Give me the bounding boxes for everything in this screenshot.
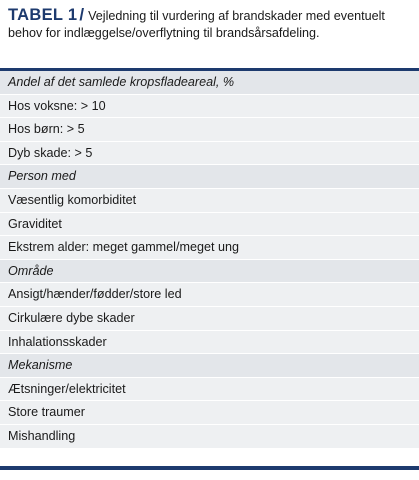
table-row: Mishandling	[0, 425, 419, 449]
table-number: TABEL 1	[8, 6, 78, 24]
table-row: Ekstrem alder: meget gammel/meget ung	[0, 236, 419, 260]
table-row: Dyb skade: > 5	[0, 142, 419, 166]
table-row: Hos voksne: > 10	[0, 95, 419, 119]
table-row: Ansigt/hænder/fødder/store led	[0, 283, 419, 307]
section-header-body-area: Andel af det samlede kropsfladeareal, %	[0, 71, 419, 95]
table-body	[0, 71, 419, 449]
table-row: Store traumer	[0, 401, 419, 425]
section-header-area: Område	[0, 260, 419, 284]
table-caption	[8, 6, 412, 42]
caption-slash: /	[79, 5, 85, 24]
table-row: Ætsninger/elektricitet	[0, 378, 419, 402]
table-row: Væsentlig komorbiditet	[0, 189, 419, 213]
table-row: Inhalationsskader	[0, 331, 419, 355]
table-row: Cirkulære dybe skader	[0, 307, 419, 331]
table-bottom-rule	[0, 466, 419, 470]
table-row: Graviditet	[0, 213, 419, 237]
caption-text: Vejledning til vurdering af brandskader med eventuelt behov for indlæggelse/overflytning til brandsårsafdeling.	[8, 9, 385, 40]
section-header-person: Person med	[0, 165, 419, 189]
table-row: Hos børn: > 5	[0, 118, 419, 142]
section-header-mechanism: Mekanisme	[0, 354, 419, 378]
